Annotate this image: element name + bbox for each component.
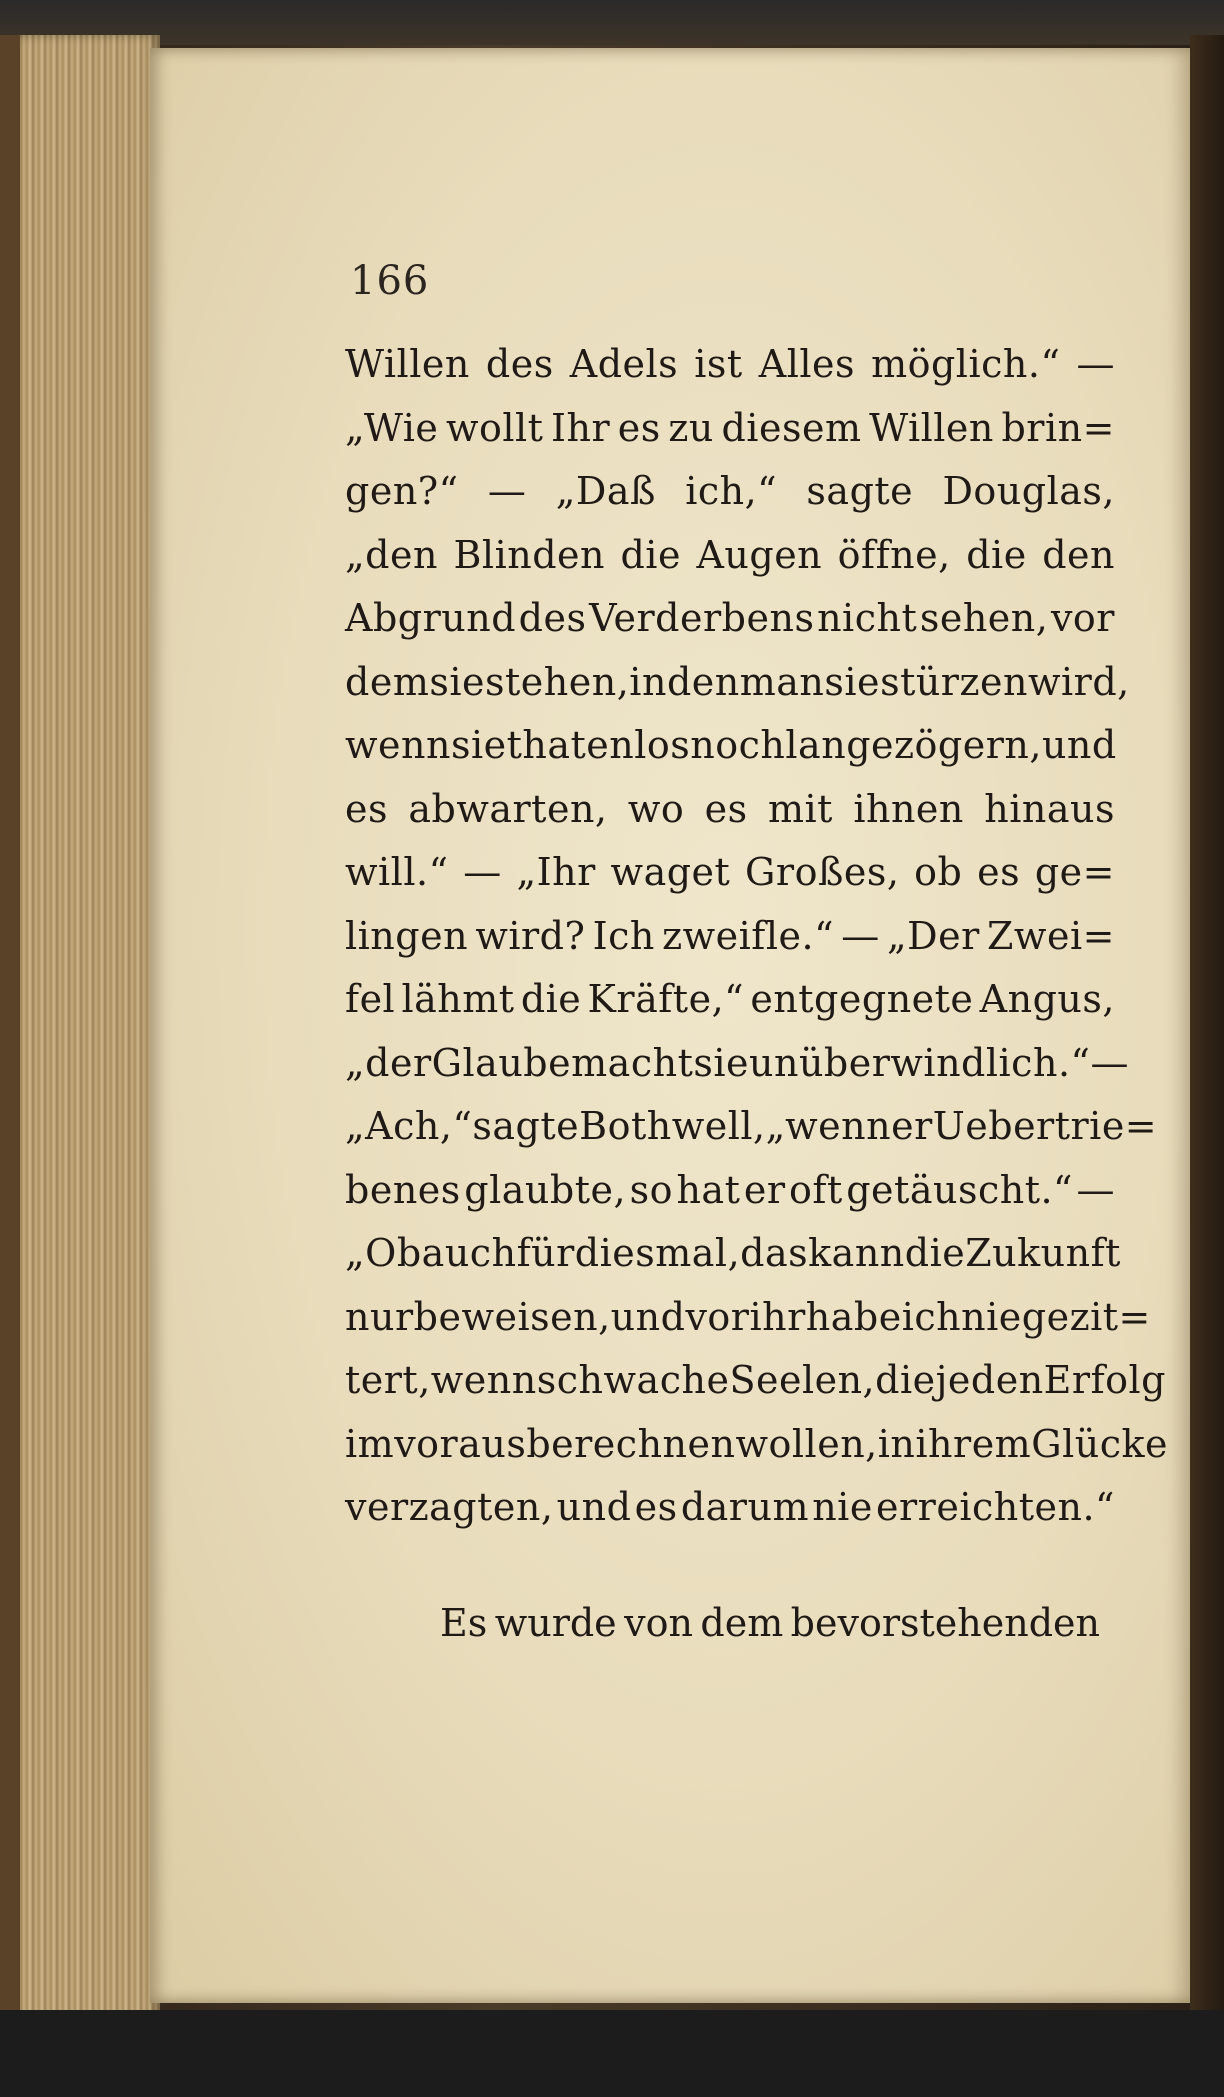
word: erreichten.“ [876,1485,1115,1529]
word: brin= [1001,405,1115,450]
word: „Der [886,913,980,958]
word: Abgrund [345,596,517,640]
text-line [345,1286,1151,1350]
text-line [345,905,1115,969]
word: hat [676,1167,741,1212]
word: Erfolg [1043,1358,1166,1402]
word: sagte [472,1104,580,1148]
word: lingen [345,913,469,958]
word: oft [789,1167,843,1212]
word: in [877,1421,916,1466]
word: Ihr [551,405,611,450]
word: Ich [592,913,655,958]
text-line [345,397,1115,461]
word: mit [767,786,833,831]
word: dem [345,659,430,704]
text-line [345,1032,1129,1096]
word: ihnen [853,786,964,831]
word: beweisen, [413,1294,611,1339]
word: die [966,532,1027,577]
word: gezit= [1021,1294,1151,1339]
word: Alles [758,342,855,386]
word: sie [693,1040,749,1085]
word: zögern, [894,723,1042,767]
word: die [620,532,681,577]
word: Großes, [745,850,900,894]
word: lange [785,723,895,767]
word: entgegnete [750,977,974,1021]
word: sie [450,723,507,767]
word: ich [901,1294,962,1339]
text-line [345,1349,1166,1413]
text-line [345,460,1115,524]
word: Seelen, [729,1358,876,1402]
text-line [345,587,1115,651]
word: es [977,850,1021,894]
scanner-bottom-border [0,2010,1224,2097]
word: den [666,659,740,704]
word: die [904,1231,966,1275]
word: ihrem [915,1421,1032,1466]
word: kann [808,1231,905,1275]
page-number: 166 [350,258,430,304]
word: sagte [806,469,914,513]
word: — [1090,1040,1129,1085]
word: — [1076,342,1115,386]
word: vor [685,1294,750,1339]
word: darum [680,1485,809,1529]
word: hinaus [984,786,1115,831]
word: waget [610,850,731,894]
word: den [1042,532,1115,577]
word: für [516,1231,575,1275]
book-spine-shadow [0,35,20,2025]
scanner-top-border [0,0,1224,45]
text-line [345,1413,1169,1477]
word: „Ob [345,1231,422,1275]
word: wird, [1027,659,1130,704]
word: gen?“ [345,469,459,513]
word: Kräfte,“ [587,977,745,1021]
text-line [345,1222,1121,1286]
word: Willen [869,405,994,450]
word: jeden [935,1358,1044,1402]
word: Augen [696,532,823,577]
word: auch [421,1231,517,1275]
word: sehen, [919,596,1049,640]
text-line [345,778,1115,842]
body-text [345,333,1169,1540]
word: ge= [1034,850,1115,894]
word: das [740,1231,809,1275]
word: nie [812,1485,873,1529]
word: macht [571,1040,694,1085]
word: getäuscht.“ [846,1167,1073,1212]
word: tert, [345,1358,431,1402]
word: habe [805,1294,902,1339]
word: und [610,1294,686,1339]
word: „Wie [345,405,439,450]
word: benes [345,1167,461,1212]
word: des [485,342,554,386]
word: Angus, [979,977,1115,1021]
word: „der [345,1040,432,1085]
word: man [739,659,825,704]
word: „Ihr [516,850,596,894]
word: Douglas, [942,469,1115,513]
word: ob [914,850,963,894]
word: Adels [569,342,679,386]
word: Es [440,1601,488,1645]
book-page-edges [0,35,160,2025]
word: Glaube [431,1040,572,1085]
word: nie [961,1294,1022,1339]
word: wenn [345,723,451,767]
word: ihr [749,1294,806,1339]
word: schwache [536,1358,730,1402]
word: noch [690,723,786,767]
word: sie [429,659,486,704]
word: abwarten, [408,786,608,831]
word: unüberwindlich.“ [749,1040,1091,1085]
word: möglich.“ [871,342,1061,386]
word: des [518,596,587,640]
text-line [345,651,1130,715]
word: thatenlos [506,723,691,767]
word: stürzen [880,659,1028,704]
word: sie [824,659,881,704]
text-line [345,714,1115,778]
word: es [345,786,388,831]
closing-line [440,1593,1100,1653]
word: so [629,1167,673,1212]
word: dem [700,1601,784,1645]
word: diesem [721,405,862,450]
word: nur [345,1294,414,1339]
word: Zwei= [987,913,1115,958]
word: Bothwell, [579,1104,766,1148]
word: — [487,469,527,513]
word: glaubte, [464,1167,627,1212]
text-line [345,1159,1115,1223]
word: es [704,786,748,831]
word: zu [668,405,714,450]
word: Blinden [453,532,605,577]
text-line [345,968,1115,1032]
word: ist [694,342,743,386]
word: wird? [475,913,586,958]
word: vor [1050,596,1115,640]
word: im [345,1421,395,1466]
book-cover-edge [1190,35,1224,2025]
text-line [345,524,1115,588]
word: — [1076,1167,1115,1212]
word: zweifle.“ [662,913,835,958]
text-line [345,333,1115,397]
word: in [629,659,667,704]
word: er [891,1104,933,1148]
word: wollen, [735,1421,878,1466]
word: es [634,1485,678,1529]
word: die [875,1358,936,1402]
word: und [1041,723,1117,767]
word: es [617,405,661,450]
word: will.“ [345,850,449,894]
word: „den [345,532,438,577]
word: öffne, [837,532,951,577]
word: wo [627,786,685,831]
word: fel [345,977,396,1021]
word: voraus [394,1421,527,1466]
word: und [556,1485,632,1529]
word: Willen [345,342,470,386]
word: nicht [817,596,918,640]
word: berechnen [526,1421,736,1466]
word: wollt [445,405,544,450]
text-line [345,1095,1158,1159]
word: Uebertrie= [932,1104,1158,1148]
word: „Daß [555,469,656,513]
text-line [345,1476,1115,1540]
word: stehen, [485,659,630,704]
word: verzagten, [345,1485,554,1529]
word: Glücke [1031,1421,1169,1466]
word: Verderbens [589,596,815,640]
word: Zukunft [965,1231,1121,1275]
word: die [520,977,582,1021]
text-line [345,841,1115,905]
word: bevorstehenden [790,1601,1100,1645]
word: „wenn [765,1104,892,1148]
word: — [841,913,880,958]
word: wenn [430,1358,537,1402]
word: ich,“ [685,469,778,513]
word: er [743,1167,786,1212]
word: von [624,1601,693,1645]
word: „Ach,“ [345,1104,473,1148]
word: diesmal, [574,1231,741,1275]
word: lähmt [401,977,515,1021]
word: wurde [494,1601,617,1645]
word: — [463,850,502,894]
